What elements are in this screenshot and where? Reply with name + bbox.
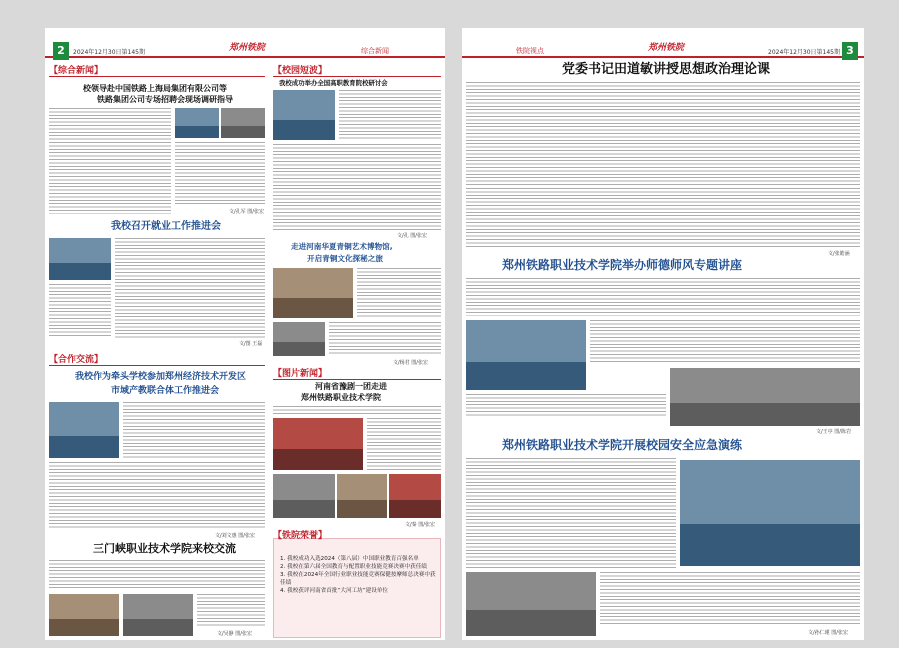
honor-item: 4. 我校获评河南省首批“大河工坊”建设单位	[280, 588, 389, 594]
section-divider	[49, 365, 265, 366]
article-body	[49, 462, 265, 530]
article-byline: 文/孙仁瑾 图/张宏	[808, 630, 848, 636]
article-body	[466, 278, 860, 316]
photo-news-title: 河南省豫剧一团走进	[315, 382, 387, 391]
article-title: 市域产教联合体工作推进会	[111, 386, 220, 396]
honor-item: 3. 我校在2024年全国行业职业技能竞赛保健按摩师总决赛中获佳绩	[280, 572, 436, 586]
section-tag-honors: 【铁院荣誉】	[273, 531, 328, 541]
article-photo	[123, 594, 193, 636]
brief-byline: 文/杨君 图/张宏	[393, 360, 428, 366]
article-title: 我校召开就业工作推进会	[111, 221, 221, 232]
section-tag-photo-news: 【图片新闻】	[273, 369, 328, 379]
newspaper-page-3	[462, 28, 864, 640]
article-photo	[466, 572, 596, 636]
brief-body	[329, 322, 441, 356]
page-header	[45, 28, 445, 58]
article-byline: 文/张皓涵	[828, 251, 850, 257]
section-divider	[273, 379, 441, 380]
brief-body	[273, 144, 441, 230]
brief-title: 我校成功举办全国高职教育院校研讨会	[279, 79, 388, 87]
photo-news-title: 郑州铁路职业技术学院	[301, 393, 381, 402]
section-tag-campus-brief: 【校园短波】	[273, 66, 328, 76]
article-photo	[175, 108, 219, 138]
article-byline: 文/图 王磊	[239, 341, 263, 347]
article-title: 郑州铁路职业技术学院开展校园安全应急演练	[502, 438, 743, 452]
headline: 党委书记田道敏讲授思想政治理论课	[562, 62, 771, 77]
brief-title: 走进河南华夏青铜艺术博物馆,	[291, 242, 393, 251]
issue-date: 2024年12月30日第145期	[73, 49, 145, 56]
article-photo	[221, 108, 265, 138]
article-photo	[466, 320, 586, 390]
section-name: 综合新闻	[361, 47, 389, 55]
photo-news-image	[273, 418, 363, 470]
photo-news-byline: 文/秦 图/张宏	[405, 522, 435, 528]
brief-title: 开启青铜文化探秘之旅	[307, 254, 383, 263]
article-body	[466, 394, 666, 418]
article-body	[466, 458, 676, 568]
section-tag-comprehensive-news: 【综合新闻】	[49, 66, 104, 76]
article-body	[197, 594, 265, 628]
section-divider	[273, 76, 441, 77]
page-header	[462, 28, 864, 58]
article-body	[175, 142, 265, 204]
article-byline: 文/王亭 图/陈岩	[816, 429, 851, 435]
article-title: 铁路集团公司专场招聘会现场调研指导	[97, 95, 233, 104]
brief-photo	[273, 322, 325, 356]
article-body	[466, 188, 860, 248]
article-body	[590, 320, 860, 364]
newspaper-logo: 郑州铁院	[229, 43, 266, 53]
article-title: 我校作为牵头学校参加郑州经济技术开发区	[75, 372, 247, 382]
page-number: 2	[53, 42, 69, 60]
honors-list	[273, 538, 441, 638]
article-body	[49, 284, 111, 338]
article-body	[600, 572, 860, 626]
section-divider	[49, 76, 265, 77]
article-title: 郑州铁路职业技术学院举办师德师风专题讲座	[502, 258, 743, 272]
newspaper-logo: 郑州铁院	[648, 43, 685, 53]
article-photo	[49, 402, 119, 458]
article-photo	[49, 238, 111, 280]
article-body	[123, 402, 265, 458]
brief-photo	[273, 90, 335, 140]
photo-news-image	[389, 474, 441, 518]
article-byline: 文/刘文惠 图/张宏	[215, 533, 255, 539]
newspaper-page-2	[45, 28, 445, 640]
brief-body	[357, 268, 441, 318]
article-byline: 文/孔军 图/张宏	[229, 209, 264, 215]
article-title: 校领导赴中国铁路上海局集团有限公司等	[83, 84, 227, 93]
article-body	[49, 560, 265, 590]
brief-photo	[273, 268, 353, 318]
section-tag-cooperation: 【合作交流】	[49, 355, 104, 365]
article-photo	[680, 460, 860, 566]
article-photo	[670, 368, 860, 426]
article-body	[466, 82, 860, 186]
issue-date: 2024年12月30日第145期	[768, 49, 840, 56]
section-name: 铁院视点	[516, 47, 544, 55]
photo-news-body	[367, 418, 441, 470]
honor-item: 1. 我校成功入选2024（第八届）中国职业教育百强名单	[280, 556, 419, 562]
photo-news-body	[273, 406, 441, 416]
photo-news-image	[273, 474, 335, 518]
article-title: 三门峡职业技术学院来校交流	[93, 542, 236, 555]
brief-body	[339, 90, 441, 140]
article-byline: 文/吴静 图/张宏	[217, 631, 252, 637]
page-number: 3	[842, 42, 858, 60]
photo-news-image	[337, 474, 387, 518]
honor-item: 2. 我校在第六届全国教育与配置职业技能竞赛决赛中获佳绩	[280, 564, 427, 570]
brief-byline: 文/孔 图/张宏	[397, 233, 427, 239]
article-body	[115, 238, 265, 338]
article-photo	[49, 594, 119, 636]
article-body	[49, 108, 171, 214]
